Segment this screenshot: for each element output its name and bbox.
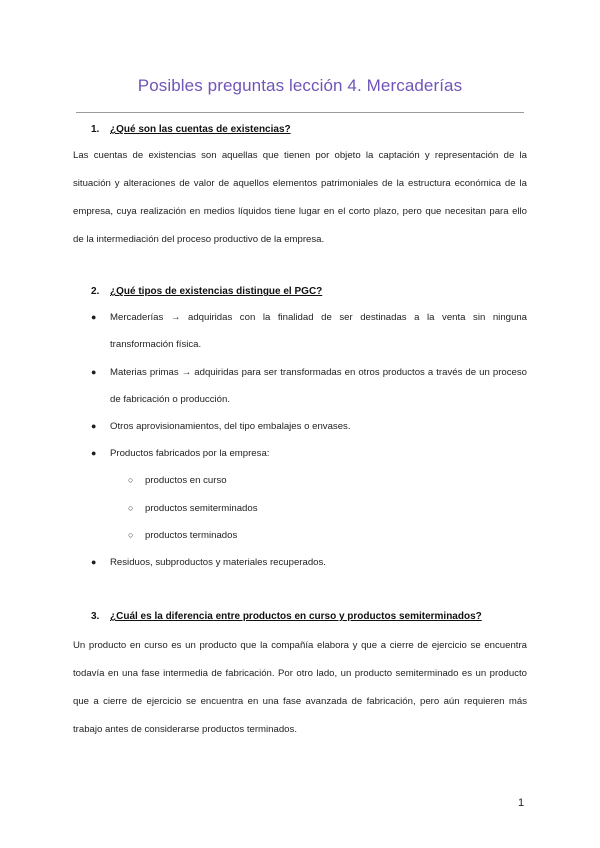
question-1-heading: [91, 124, 291, 135]
list-item-text: Mercaderías → adquiridas con la finalidad de ser destinadas a la venta sin ninguna transformación física.: [110, 312, 527, 350]
bullet-icon: ●: [91, 448, 97, 458]
sub-list-item-text: productos semiterminados: [145, 503, 258, 514]
list-item-text: Residuos, subproductos y materiales recuperados.: [110, 557, 326, 568]
list-item-text: Productos fabricados por la empresa:: [110, 448, 270, 459]
sub-bullet-icon: ○: [128, 530, 134, 540]
question-3-answer: Un producto en curso es un producto que la compañía elabora y que a cierre de ejercicio se encuentra todavía en una fase intermedia de fabricación. Por otro lado, un producto semiterminado es un producto que a cierre de ejercicio se encuentra en una fase avanzada de fabricación, pero aún requieren más trabajo antes de considerarse productos terminados.: [73, 640, 527, 735]
question-3-text: ¿Cuál es la diferencia entre productos en curso y productos semiterminados?: [110, 611, 482, 622]
list-item: [91, 359, 527, 413]
question-2-number: 2.: [91, 286, 100, 297]
question-2-heading: [91, 286, 322, 297]
sub-list-item-text: productos en curso: [145, 475, 227, 486]
list-item: [91, 413, 527, 440]
question-1-text: ¿Qué son las cuentas de existencias?: [110, 124, 291, 135]
bullet-icon: ●: [91, 312, 97, 322]
question-3-heading: [91, 611, 482, 622]
sub-list-item: [128, 522, 237, 549]
list-item-text: Otros aprovisionamientos, del tipo embalajes o envases.: [110, 421, 351, 432]
title-divider: [76, 112, 524, 113]
page-title: Posibles preguntas lección 4. Mercaderías: [137, 76, 463, 95]
bullet-icon: ●: [91, 557, 97, 567]
page-number: 1: [518, 797, 525, 809]
bullet-icon: ●: [91, 421, 97, 431]
sub-list-item: [128, 495, 258, 522]
bullet-icon: ●: [91, 367, 97, 377]
list-item: [91, 440, 527, 467]
list-item: [91, 549, 527, 576]
sub-bullet-icon: ○: [128, 503, 134, 513]
question-3-number: 3.: [91, 611, 100, 622]
list-item: [91, 304, 527, 358]
list-item-text: Materias primas → adquiridas para ser transformadas en otros productos a través de un proceso de fabricación o producción.: [110, 367, 527, 405]
question-1-answer: Las cuentas de existencias son aquellas que tienen por objeto la captación y representación de la situación y alteraciones de valor de aquellos elementos patrimoniales de la estructura económica de la empresa, cuya realización en medios líquidos tiene lugar en el corto plazo, pero que necesitan para ello de la intermediación del proceso productivo de la empresa.: [73, 150, 527, 245]
question-1-number: 1.: [91, 124, 100, 135]
question-2-text: ¿Qué tipos de existencias distingue el PGC?: [110, 286, 323, 297]
sub-list-item: [128, 467, 227, 494]
sub-bullet-icon: ○: [128, 475, 134, 485]
sub-list-item-text: productos terminados: [145, 530, 238, 541]
